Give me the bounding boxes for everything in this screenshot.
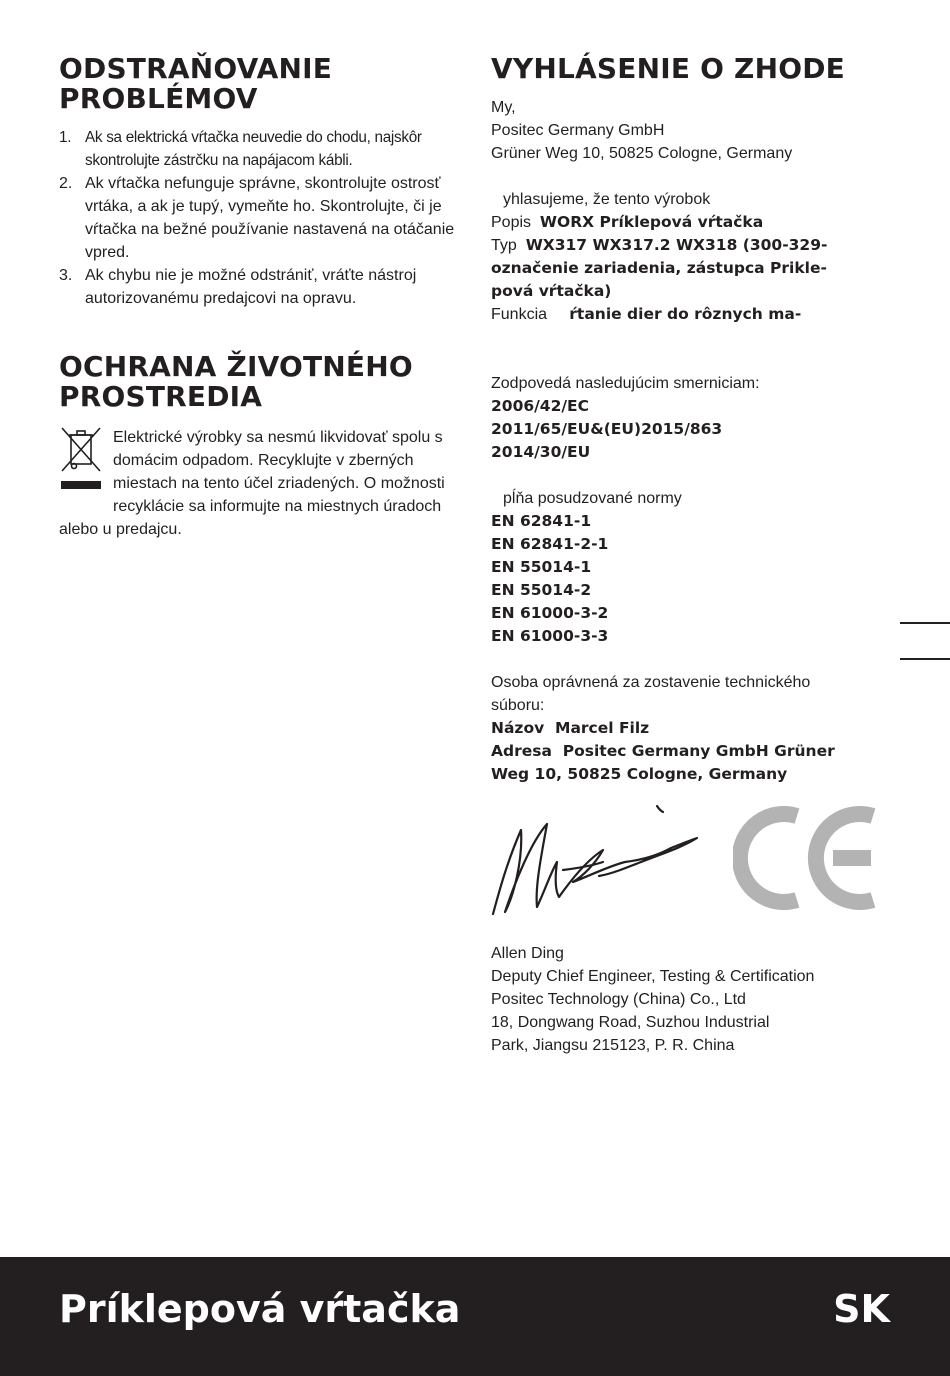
- troubleshooting-list: [59, 126, 459, 310]
- list-item-number: 2.: [59, 175, 73, 192]
- signatory-title: Deputy Chief Engineer, Testing & Certification: [491, 968, 815, 985]
- crossed-out-wheelie-bin-icon: [59, 426, 103, 496]
- environment-text: Elektrické výrobky sa nesmú likvidovať spolu s domácim odpadom. Recyklujte v zberných miestach na tento účel zriadených. O možnosti recyklácie sa informujte na miestnych úradoch alebo u predajcu.: [59, 429, 445, 538]
- declaration-body: [491, 96, 911, 1057]
- declaration-company: Positec Germany GmbH: [491, 122, 665, 139]
- authorized-person-line1: Osoba oprávnená za zostavenie technického: [491, 674, 811, 691]
- typ-value-line3: pová vŕtačka): [491, 282, 612, 300]
- list-item: [59, 264, 459, 310]
- directive-item: 2006/42/EC: [491, 397, 589, 415]
- signatory-address-line1: 18, Dongwang Road, Suzhou Industrial: [491, 1014, 770, 1031]
- standards-intro: pĺňa posudzované normy: [503, 490, 682, 507]
- typ-row: [491, 234, 911, 257]
- funkcia-row: [491, 303, 911, 326]
- list-item-text: Ak vŕtačka nefunguje správne, skontrolujte ostrosť vrtáka, a ak je tupý, vymeňte ho. Skontrolujte, či je vŕtačka na bežné používanie nastavená na otáčanie vpred.: [85, 175, 455, 261]
- address-value-line2: Weg 10, 50825 Cologne, Germany: [491, 765, 788, 783]
- funkcia-label: Funkcia: [491, 306, 548, 323]
- signatory-company: Positec Technology (China) Co., Ltd: [491, 991, 746, 1008]
- address-label: Adresa: [491, 742, 552, 760]
- authorized-person-line2: súboru:: [491, 697, 545, 714]
- standard-item: EN 61000-3-3: [491, 627, 609, 645]
- standard-item: EN 62841-2-1: [491, 535, 609, 553]
- typ-value-line2: označenie zariadenia, zástupca Prikle-: [491, 259, 827, 277]
- declaration-we: My,: [491, 99, 516, 116]
- name-value: Marcel Filz: [555, 719, 650, 737]
- address-row: [491, 740, 911, 763]
- name-row: [491, 717, 911, 740]
- right-column: [491, 54, 911, 1057]
- popis-row: [491, 211, 911, 234]
- tab-marker-line: [900, 658, 950, 660]
- list-item-text: Ak sa elektrická vŕtačka neuvedie do chodu, najskôr skontrolujte zástrčku na napájacom kábli.: [85, 129, 422, 169]
- footer-language-code: SK: [833, 1287, 890, 1331]
- name-label: Názov: [491, 719, 545, 737]
- directives-intro: Zodpovedá nasledujúcim smerniciam:: [491, 375, 760, 392]
- signature-image: [491, 802, 706, 920]
- signature-area: [491, 802, 911, 942]
- troubleshooting-heading: [59, 54, 459, 114]
- tab-marker-line: [900, 622, 950, 624]
- standard-item: EN 55014-1: [491, 558, 592, 576]
- list-item: [59, 126, 459, 172]
- environment-heading-line2: PROSTREDIA: [59, 380, 263, 413]
- footer-bar: [0, 1257, 950, 1376]
- footer-title: Príklepová vŕtačka: [59, 1287, 461, 1331]
- list-item-number: 1.: [59, 129, 72, 146]
- funkcia-value: ŕtanie dier do rôznych ma-: [569, 305, 802, 323]
- standard-item: EN 61000-3-2: [491, 604, 609, 622]
- typ-label: Typ: [491, 237, 517, 254]
- popis-label: Popis: [491, 214, 532, 231]
- directive-item: 2011/65/EU&(EU)2015/863: [491, 420, 723, 438]
- declaration-heading: VYHLÁSENIE O ZHODE: [491, 52, 845, 85]
- standard-item: EN 55014-2: [491, 581, 592, 599]
- directive-item: 2014/30/EU: [491, 443, 591, 461]
- list-item-number: 3.: [59, 267, 73, 284]
- declaration-address: Grüner Weg 10, 50825 Cologne, Germany: [491, 145, 793, 162]
- environment-section: [59, 426, 459, 541]
- environment-heading: [59, 352, 459, 412]
- list-item-text: Ak chybu nie je možné odstrániť, vráťte nástroj autorizovanému predajcovi na opravu.: [85, 267, 417, 307]
- list-item: [59, 172, 459, 264]
- troubleshooting-heading-line2: PROBLÉMOV: [59, 82, 258, 115]
- signatory-address-line2: Park, Jiangsu 215123, P. R. China: [491, 1037, 735, 1054]
- declaration-declare: yhlasujeme, že tento výrobok: [503, 191, 711, 208]
- troubleshooting-heading-line1: ODSTRAŇOVANIE: [59, 52, 333, 85]
- address-value: Positec Germany GmbH Grüner: [562, 742, 835, 760]
- left-column: [59, 54, 459, 541]
- standard-item: EN 62841-1: [491, 512, 592, 530]
- typ-value: WX317 WX317.2 WX318 (300-329-: [525, 236, 828, 254]
- environment-heading-line1: OCHRANA ŽIVOTNÉHO: [59, 350, 413, 383]
- popis-value: WORX Príklepová vŕtačka: [539, 213, 764, 231]
- signatory-name: Allen Ding: [491, 945, 564, 962]
- ce-mark-icon: [733, 802, 881, 914]
